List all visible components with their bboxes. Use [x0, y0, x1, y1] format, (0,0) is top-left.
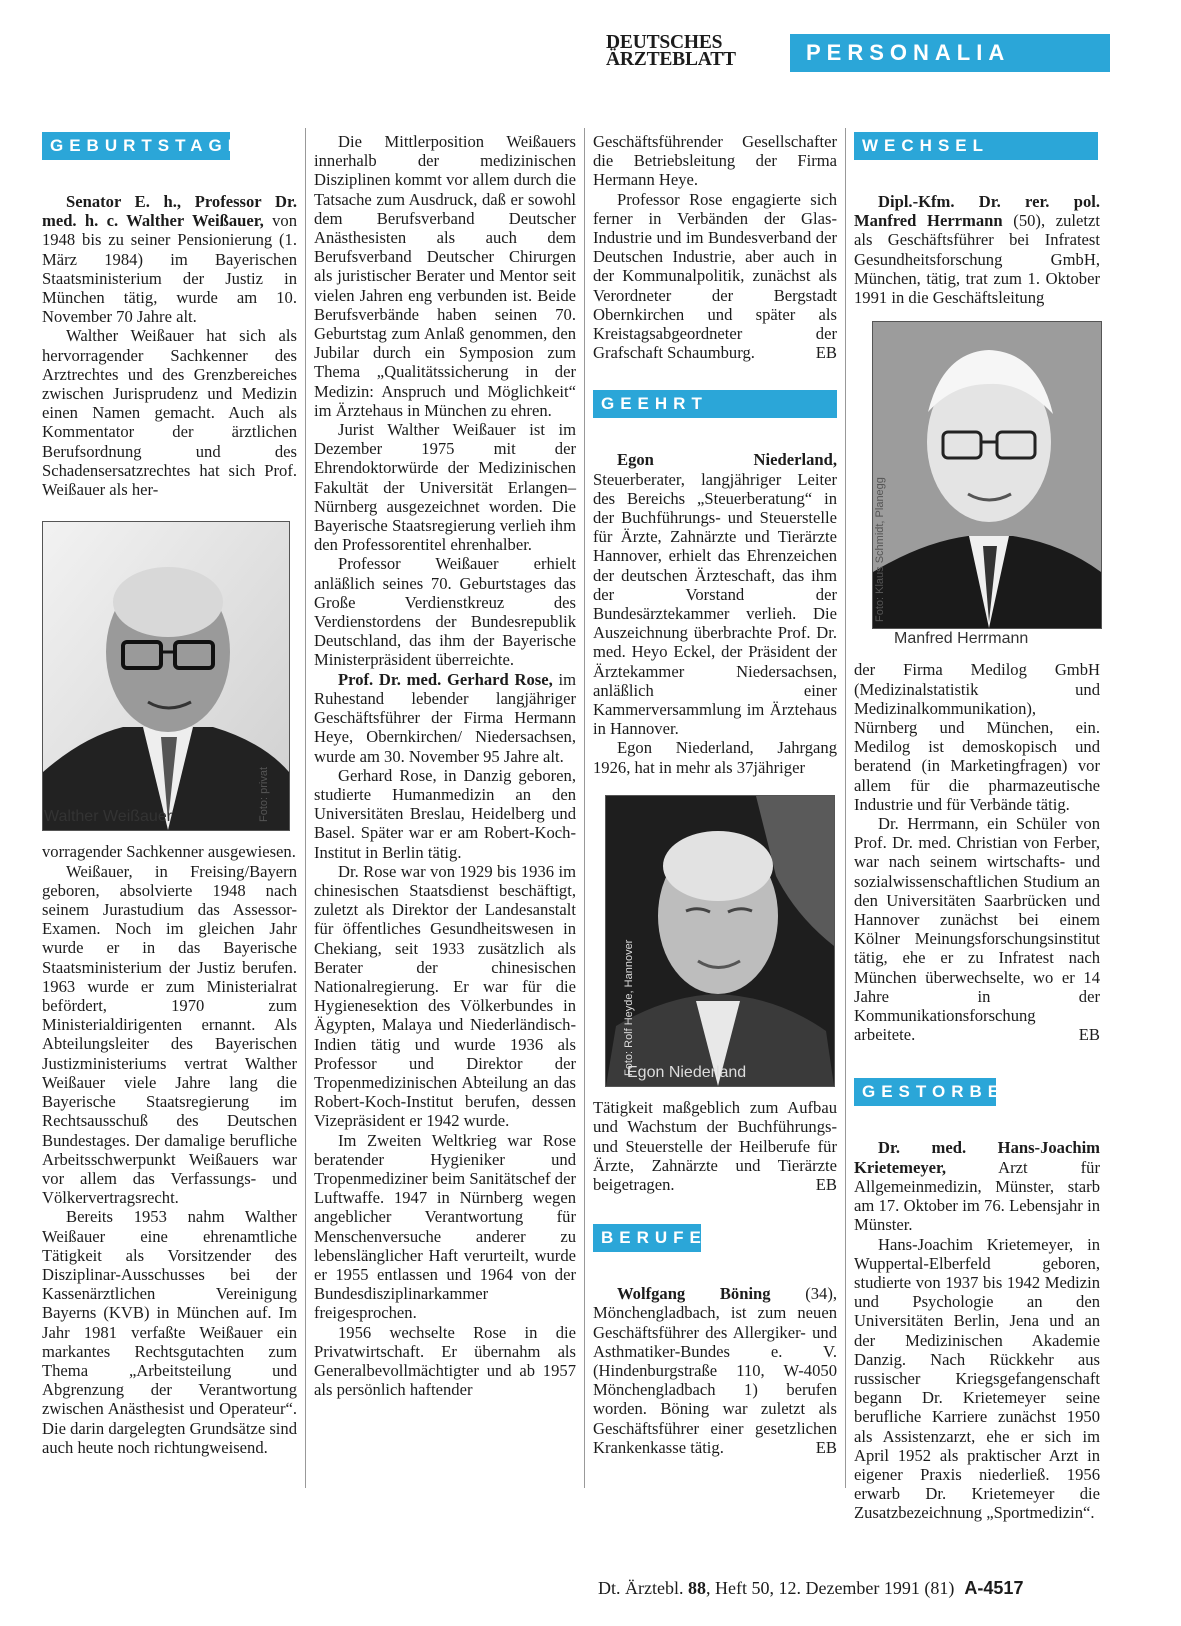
column-divider	[584, 128, 585, 1488]
paragraph: Weißauer, in Freising/Bayern geboren, absolvierte 1948 nach seinem Jurastudium das Assessor-Examen. Noch im gleichen Jahr wurde er in das Bayerische Staatsministerium der Justiz berufen. 1963 wurde er zum Ministerialrat befördert, 1970 zum Ministerialdirigenten ernannt. Als Abteilungsleiter des Bayerischen Justizministeriums vertrat Walther Weißauer viele Jahre lang die Bayerische Staatsregierung im Rechtsausschuß des Deutschen Bundestages. Der damalige berufliche Arbeitsschwerpunkt Weißauers war vor allem das Verfassungs- und Völkervertragsrecht.	[42, 861, 297, 1208]
author-signature: EB	[815, 1174, 837, 1194]
paragraph: Im Zweiten Weltkrieg war Rose beratender Hygieniker und Tropenmediziner beim Sanitätschef der Luftwaffe. 1947 in Nürnberg wegen angeblicher Verantwortung für Menschenversuche anderer zu lebenslänglicher Haft verurteilt, wurde er 1955 entlassen und 1964 von der Bundesdisziplinarkammer freigesprochen.	[314, 1130, 576, 1323]
author-signature: EB	[815, 1437, 837, 1457]
name-bold: Senator E. h., Professor Dr. med. h. c. Walther Weißauer,	[42, 192, 297, 231]
paragraph-text: (34), Mönchengladbach, ist zum neuen Geschäftsführer des Allergiker- und Asthmatiker-Bundes e. V. (Hindenburgstraße 110, W-4050 Mönchengladbach 1) berufen worden. Böning war zuletzt als Geschäftsführer einer gesetzlichen Krankenkasse tätig.	[593, 1284, 837, 1457]
column-4	[854, 132, 1100, 1523]
paragraph-text: Arzt für Allgemeinmedizin, Münster, starb am 17. Oktober im 76. Lebensjahr in Münster.	[854, 1157, 1100, 1235]
footer-volume: 88	[687, 1578, 706, 1598]
column-divider	[305, 128, 306, 1488]
paragraph: Die Mittlerposition Weißauers innerhalb der medizinischen Disziplinen kommt vor allem durch die Tatsache zum Ausdruck, daß er sowohl dem Berufsverband Deutscher Anästhesisten als auch dem Berufsverband Deutscher Chirurgen als juristischer Berater und Mentor seit vielen Jahren eng verbunden ist. Beide Berufsverbände haben seinen 70. Geburtstag zum Anlaß genommen, den Jubilar durch ein Symposion zum Thema „Qualitätssicherung in der Medizin: Anspruch und Möglichkeit“ im Ärztehaus in München zu ehren.	[314, 132, 576, 420]
paragraph-text: Professor Rose engagierte sich ferner in Verbänden der Glas-Industrie und im Bundesverband der Deutschen Industrie, aber auch in der Kommunalpolitik, zunächst als Verordneter der Bergstadt Obernkirchen und später als Kreistagsabgeordneter der Grafschaft Schaumburg.	[593, 189, 837, 363]
paragraph-text: im Ruhestand lebender langjähriger Geschäftsführer der Firma Hermann Heye, Obernkirchen/ Niedersachsen, wurde am 30. November 95 Jahre alt.	[314, 669, 577, 766]
paragraph: Gerhard Rose, in Danzig geboren, studierte Humanmedizin an den Universitäten Breslau, Heidelberg und Basel. Später war er am Robert-Koch-Institut in Berlin tätig.	[314, 765, 576, 862]
paragraph-text: Dr. Herrmann, ein Schüler von Prof. Dr. med. Christian von Ferber, war nach seinem wirtschafts- und sozialwissenschaftlichen Studium an den Universitäten Saarbrücken und Hannover zunächst bei einem Kölner Meinungsforschungsinstitut tätig, ehe er zu Infratest nach München überwechselte, wo er 14 Jahre in der Kommunikationsforschung arbeitete.	[854, 814, 1100, 1045]
paragraph: Hans-Joachim Krietemeyer, in Wuppertal-Elberfeld geboren, studierte von 1937 bis 1942 Medizin und Psychologie an den Universitäten Berlin, Jena und an der Medizinischen Akademie Danzig. Nach Rückkehr aus russischer Kriegsgefangenschaft begann Dr. Krietemeyer seine berufliche Karriere zunächst 1950 als Assistenzarzt, ehe er sich im April 1952 als praktischer Arzt in eigener Praxis niederließ. 1956 erwarb Dr. Krietemeyer die Zusatzbezeichnung „Sportmedizin“.	[854, 1234, 1100, 1523]
paragraph: Jurist Walther Weißauer ist im Dezember 1975 mit der Ehrendoktorwürde der Medizinischen Fakultät der Universität Erlangen–Nürnberg ausgezeichnet worden. Die Bayerische Staatsregierung verlieh ihm den Professorentitel ehrenhalber.	[314, 420, 576, 555]
name-bold: Prof. Dr. med. Gerhard Rose,	[338, 669, 553, 689]
footer-journal: Dt. Ärztebl.	[598, 1578, 688, 1598]
paragraph	[42, 192, 297, 326]
paragraph: Geschäftsführender Gesellschafter die Betriebsleitung der Firma Hermann Heye.	[593, 132, 837, 190]
column-3	[593, 132, 837, 1457]
paragraph-text: Tätigkeit maßgeblich zum Aufbau und Wachstum der Buchführungs- und Steuerstelle der Heilberufe für Ärzte, Zahnärzte und Tierärzte beigetragen.	[593, 1098, 837, 1194]
portrait-image	[606, 796, 834, 1086]
footer-issue: , Heft 50, 12. Dezember 1991 (81)	[705, 1578, 955, 1598]
paragraph	[593, 190, 837, 363]
paragraph-text: von 1948 bis zu seiner Pensionierung (1. März 1984) im Bayerischen Staatsministerium der Justiz in München tätig, wurde am 10. November 70 Jahre alt.	[42, 211, 297, 327]
paragraph	[593, 450, 837, 738]
page-footer	[598, 1578, 1023, 1599]
portrait-photo-niederland	[605, 795, 835, 1087]
header-geburtstage: GEBURTSTAGE	[42, 132, 230, 160]
header-gestorben: GESTORBEN	[854, 1078, 996, 1106]
masthead-logo	[606, 34, 766, 76]
paragraph-text: Steuerberater, langjähriger Leiter des Bereichs „Steuerberatung“ in der Buchführungs- und Steuerstelle für Ärzte, Zahnärzte und Tierärzte Hannover, erhielt das Ehrenzeichen der deutschen Ärzteschaft, das ihm der Vorstand der Bundesärztekammer verlieh. Die Auszeichnung überbrachte Prof. Dr. med. Heyo Eckel, der Präsident der Ärztekammer Niedersachsen, anläßlich einer Kammerversammlung im Ärztehaus in Hannover.	[593, 469, 837, 739]
paragraph	[314, 670, 576, 766]
paragraph	[593, 1284, 837, 1457]
paragraph: Dr. Rose war von 1929 bis 1936 im chinesischen Staatsdienst beschäftigt, zuletzt als Direktor der Landesanstalt für öffentliches Gesundheitswesen in Chekiang, seit 1933 zusätzlich als Berater der chinesischen Nationalregierung. Er war für die Hygienesektion des Völkerbundes in Ägypten, Malaya und Niederländisch-Indien tätig und wurde 1936 als Professor und Direktor der Tropenmedizinischen Abteilung an das Robert-Koch-Institut berufen, dessen Vizepräsident er 1942 wurde.	[314, 861, 576, 1131]
photo-caption: Manfred Herrmann	[894, 630, 1029, 648]
header-geehrt: GEEHRT	[593, 390, 837, 418]
paragraph: Walther Weißauer hat sich als hervorragender Sachkenner des Arztrechtes und des Grenzbereiches zwischen Jurisprudenz und Medizin einen Namen gemacht. Auch als Kommentator der ärztlichen Berufsordnung und des Schadensersatzrechtes hat sich Prof. Weißauer als her-	[42, 326, 297, 500]
paragraph	[854, 1138, 1100, 1234]
paragraph: 1956 wechselte Rose in die Privatwirtschaft. Er übernahm als Generalbevollmächtigter und ab 1957 als persönlich haftender	[314, 1322, 576, 1400]
header-wechsel: WECHSEL	[854, 132, 1098, 160]
column-1	[42, 132, 297, 1457]
author-signature: EB	[815, 343, 837, 363]
name-bold: Wolfgang Böning	[617, 1284, 771, 1304]
author-signature: EB	[1078, 1025, 1100, 1045]
paragraph: vorragender Sachkenner ausgewiesen.	[42, 842, 296, 862]
photo-credit: Foto: privat	[258, 767, 270, 823]
paragraph-text: (50), zuletzt als Geschäftsführer bei Infratest Gesundheitsforschung GmbH, München, tätig, trat zum 1. Oktober 1991 in die Geschäftsleitung	[854, 211, 1100, 308]
photo-caption: Egon Niederland	[627, 1063, 747, 1081]
paragraph: Professor Weißauer erhielt anläßlich seines 70. Geburtstages das Große Verdienstkreuz des Verdienstordens der Bundesrepublik Deutschland, das ihm der Bayerische Ministerpräsident überreichte.	[314, 554, 576, 670]
photo-caption: Walther Weißauer	[44, 808, 173, 826]
photo-credit: Foto: Klaus Schmidt, Planegg	[874, 477, 886, 623]
column-2	[314, 132, 576, 1399]
portrait-image	[873, 322, 1101, 628]
section-banner: PERSONALIA	[790, 34, 1110, 72]
paragraph	[593, 1098, 837, 1194]
paragraph	[854, 814, 1100, 1044]
name-bold: Dipl.-Kfm. Dr. rer. pol. Manfred Herrmann	[854, 192, 1100, 231]
portrait-image	[43, 522, 289, 830]
paragraph: Egon Niederland, Jahrgang 1926, hat in mehr als 37jähriger	[593, 738, 837, 777]
header-berufen: BERUFEN	[593, 1224, 701, 1252]
name-bold: Egon Niederland,	[617, 450, 837, 470]
photo-credit: Foto: Rolf Heyde, Hannover	[623, 939, 635, 1076]
column-divider	[845, 128, 846, 1488]
paragraph: der Firma Medilog GmbH (Medizinalstatistik und Medizinalkommunikation), Nürnberg und München, ein. Medilog ist demoskopisch und beratend (in Marketingfragen) vor allem für die pharmazeutische Industrie und für Verbände tätig.	[854, 660, 1100, 814]
masthead-line-2: ÄRZTEBLATT	[606, 49, 736, 70]
portrait-photo-herrmann	[872, 321, 1102, 629]
portrait-photo-weissauer	[42, 521, 290, 831]
masthead-line-1: DEUTSCHES	[606, 32, 723, 53]
name-bold: Dr. med. Hans-Joachim Krietemeyer,	[854, 1138, 1100, 1177]
page-number: A-4517	[964, 1578, 1024, 1598]
paragraph: Bereits 1953 nahm Walther Weißauer eine ehrenamtliche Tätigkeit als Vorsitzender des Disziplinar-Ausschusses bei der Kassenärztlichen Vereinigung Bayerns (KVB) in München auf. Im Jahr 1981 verfaßte Weißauer ein markantes Rechtsgutachten zum Thema „Arbeitsteilung und Abgrenzung der Verantwortung zwischen Anästhesist und Operateur“. Die darin dargelegten Grundsätze sind auch heute noch richtungweisend.	[42, 1207, 297, 1457]
paragraph	[854, 192, 1100, 307]
